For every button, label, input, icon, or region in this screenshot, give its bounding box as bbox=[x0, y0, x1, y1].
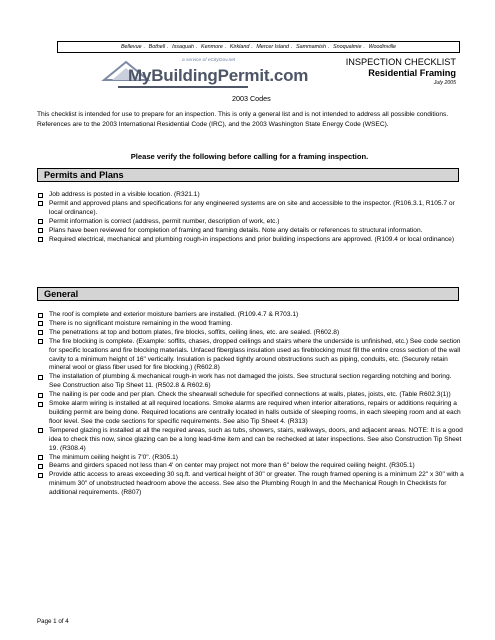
checkbox[interactable] bbox=[38, 393, 43, 398]
checkbox[interactable] bbox=[38, 402, 43, 407]
checklist-item: The nailing is per code and per plan. Check the shearwall schedule for specified connections at walls, plates, joists, etc. (Table R602.3(1)) bbox=[37, 391, 464, 400]
permits-checklist bbox=[37, 191, 464, 244]
city-item: Bellevue bbox=[120, 44, 142, 50]
checkbox[interactable] bbox=[38, 375, 43, 380]
checklist-item: The minimum ceiling height is 7'0". (R305.1) bbox=[37, 454, 464, 463]
checklist-item: The fire blocking is complete. (Example: soffits, chases, dropped ceilings and stairs where the underside is unfinished, etc.) See code section for specific locations and fire blocking materials. Unfaced fiberglass insulation used as fireblocking must fill the entire cross section of the wall cavity to a minimum height of 16" vertically. Insulation is packed tightly around obstructions such as piping, conduits, etc. (Securely retain mineral wool or glass fiber used for fire blocking.) (R602.8) bbox=[37, 338, 464, 374]
doc-subtitle: Residential Framing bbox=[368, 68, 456, 78]
city-item: Sammamish bbox=[296, 44, 326, 50]
checkbox[interactable] bbox=[38, 313, 43, 318]
verify-heading: Please verify the following before calling for a framing inspection. bbox=[130, 152, 369, 161]
checklist-item: The installation of plumbing & mechanical rough-in work has not damaged the joists. See structural section regarding notching and boring. See Construction also Tip Sheet 11. (R502.8 & R602.6) bbox=[37, 373, 464, 391]
logo-text: MyBuildingPermit.com bbox=[128, 66, 309, 85]
city-item: Woodinville bbox=[368, 44, 397, 50]
logo-tagline: a service of eCityGov.net bbox=[182, 58, 236, 63]
checkbox[interactable] bbox=[38, 330, 43, 335]
checklist-item: There is no significant moisture remaining in the wood framing. bbox=[37, 320, 464, 329]
checkbox[interactable] bbox=[38, 473, 43, 478]
logo-underline bbox=[118, 86, 248, 88]
checkbox[interactable] bbox=[38, 228, 43, 233]
city-list: Bellevue . Bothell . Issaquah . Kenmore . Kirkland . Mercer Island . Sammamish . Snoqualmie . Woodinville bbox=[57, 41, 460, 53]
city-item: Mercer Island bbox=[256, 44, 290, 50]
checklist-item: Tempered glazing is installed at all the required areas, such as tubs, showers, stairs, walkways, doors, and adjacent areas. NOTE: It is a good idea to check this now, since glazing can be a long lead-time item and can be rechecked at later inspections. See also Construction Tip Sheet 19. (R308.4) bbox=[37, 427, 464, 454]
checkbox[interactable] bbox=[38, 193, 43, 198]
checklist-item: Provide attic access to areas exceeding 30 sq.ft. and vertical height of 30" or greater. The rough framed opening is a minimum 22" x 30" with a minimum 30" of unobstructed headroom above the access. See also the Plumbing Rough In and the Mechanical Rough In Checklists for additional requirements. (R807) bbox=[37, 471, 464, 498]
city-item: Snoqualmie bbox=[332, 44, 362, 50]
page-number: Page 1 of 4 bbox=[37, 618, 69, 625]
checklist-item: Plans have been reviewed for completion of framing and framing details. Note any details or references to structural information. bbox=[37, 227, 464, 236]
checklist-item: Smoke alarm wiring is installed at all required locations. Smoke alarms are required when interior alterations, repairs or additions requiring a building permit are being done. Required locations are centrally located in halls outside of sleeping rooms, in each sleeping room and at each floor level. See the code sections for specific requirements. See also Tip Sheet 4. (R313) bbox=[37, 400, 464, 427]
checkbox[interactable] bbox=[38, 237, 43, 242]
city-item: Bothell bbox=[148, 44, 166, 50]
checklist-item: Permit information is correct (address, permit number, description of work, etc.) bbox=[37, 218, 464, 227]
intro-paragraph: This checklist is intended for use to prepare for an inspection. This is only a general list and is not intended to address all possible conditions. References are to the 2003 International Residential Code (IRC), and the 2003 Washington State Energy Code (WSEC). bbox=[37, 111, 449, 128]
city-item: Kirkland bbox=[229, 44, 250, 50]
doc-title: INSPECTION CHECKLIST bbox=[345, 57, 456, 67]
checklist-item: Required electrical, mechanical and plumbing rough-in inspections and prior building inspections are approved. (R109.4 or local ordinance) bbox=[37, 236, 464, 245]
section-header-permits: Permits and Plans bbox=[37, 168, 459, 182]
checkbox[interactable] bbox=[38, 219, 43, 224]
codes-label: 2003 Codes bbox=[232, 94, 271, 103]
checklist-item: The roof is complete and exterior moisture barriers are installed. (R109.4.7 & R703.1) bbox=[37, 311, 464, 320]
checkbox[interactable] bbox=[38, 339, 43, 344]
checkbox[interactable] bbox=[38, 464, 43, 469]
checklist-item: Permit and approved plans and specifications for any engineered systems are on site and accessible to the inspector. (R106.3.1, R105.7 or local ordinance). bbox=[37, 200, 464, 218]
checklist-item: Job address is posted in a visible location. (R321.1) bbox=[37, 191, 464, 200]
checkbox[interactable] bbox=[38, 321, 43, 326]
checkbox[interactable] bbox=[38, 428, 43, 433]
checkbox[interactable] bbox=[38, 201, 43, 206]
city-item: Kenmore bbox=[201, 44, 223, 50]
checkbox[interactable] bbox=[38, 455, 43, 460]
section-header-general: General bbox=[37, 287, 459, 301]
city-item: Issaquah bbox=[172, 44, 194, 50]
general-checklist bbox=[37, 311, 464, 498]
checklist-item: Beams and girders spaced not less than 4' on center may project not more than 6" below the required ceiling height. (R305.1) bbox=[37, 462, 464, 471]
doc-date: July 2005 bbox=[433, 80, 456, 86]
checklist-item: The penetrations at top and bottom plates, fire blocks, soffits, ceiling lines, etc. are sealed. (R602.8) bbox=[37, 329, 464, 338]
